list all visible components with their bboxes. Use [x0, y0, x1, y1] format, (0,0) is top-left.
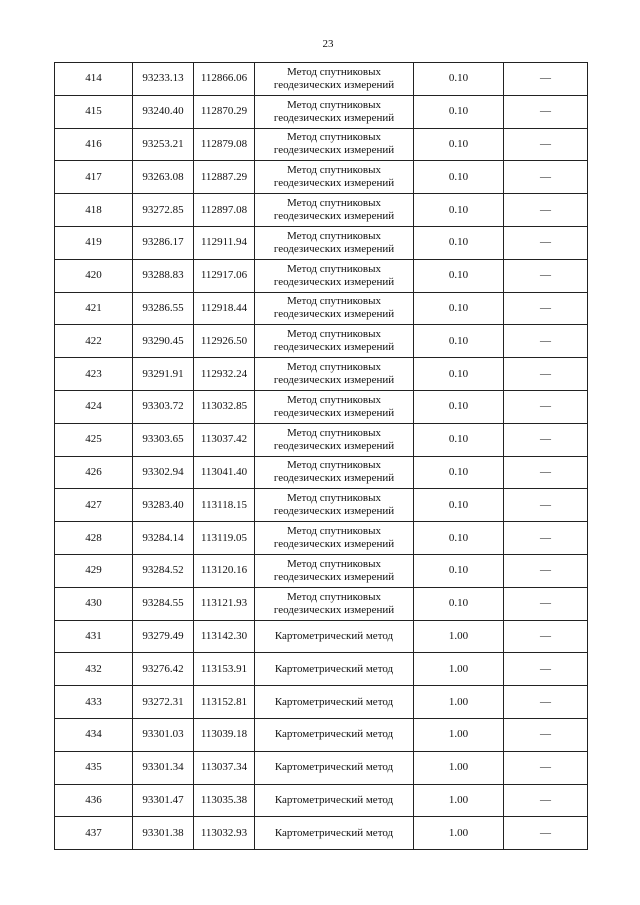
method-cell: Картометрический метод	[255, 620, 414, 653]
point-number-cell: 430	[55, 587, 133, 620]
point-number-cell: 415	[55, 95, 133, 128]
method-cell: Картометрический метод	[255, 653, 414, 686]
accuracy-cell: 1.00	[414, 751, 504, 784]
y-coordinate-cell: 112866.06	[194, 63, 255, 96]
x-coordinate-cell: 93272.31	[133, 686, 194, 719]
point-number-cell: 414	[55, 63, 133, 96]
y-coordinate-cell: 113041.40	[194, 456, 255, 489]
note-cell: —	[504, 686, 588, 719]
coordinates-table-body	[55, 63, 588, 850]
x-coordinate-cell: 93284.14	[133, 522, 194, 555]
method-cell: Картометрический метод	[255, 686, 414, 719]
table-row	[55, 292, 588, 325]
point-number-cell: 433	[55, 686, 133, 719]
x-coordinate-cell: 93302.94	[133, 456, 194, 489]
accuracy-cell: 0.10	[414, 587, 504, 620]
point-number-cell: 417	[55, 161, 133, 194]
accuracy-cell: 0.10	[414, 259, 504, 292]
note-cell: —	[504, 292, 588, 325]
method-cell: Метод спутниковых геодезических измерений	[255, 226, 414, 259]
point-number-cell: 434	[55, 718, 133, 751]
x-coordinate-cell: 93272.85	[133, 194, 194, 227]
accuracy-cell: 0.10	[414, 292, 504, 325]
table-row	[55, 718, 588, 751]
y-coordinate-cell: 112918.44	[194, 292, 255, 325]
method-cell: Картометрический метод	[255, 718, 414, 751]
point-number-cell: 428	[55, 522, 133, 555]
note-cell: —	[504, 817, 588, 850]
y-coordinate-cell: 113118.15	[194, 489, 255, 522]
y-coordinate-cell: 112879.08	[194, 128, 255, 161]
point-number-cell: 436	[55, 784, 133, 817]
accuracy-cell: 1.00	[414, 686, 504, 719]
note-cell: —	[504, 226, 588, 259]
point-number-cell: 423	[55, 358, 133, 391]
point-number-cell: 426	[55, 456, 133, 489]
note-cell: —	[504, 784, 588, 817]
accuracy-cell: 1.00	[414, 653, 504, 686]
method-cell: Метод спутниковых геодезических измерений	[255, 63, 414, 96]
point-number-cell: 425	[55, 423, 133, 456]
accuracy-cell: 0.10	[414, 95, 504, 128]
x-coordinate-cell: 93279.49	[133, 620, 194, 653]
note-cell: —	[504, 653, 588, 686]
x-coordinate-cell: 93288.83	[133, 259, 194, 292]
point-number-cell: 420	[55, 259, 133, 292]
method-cell: Метод спутниковых геодезических измерений	[255, 423, 414, 456]
note-cell: —	[504, 128, 588, 161]
point-number-cell: 416	[55, 128, 133, 161]
point-number-cell: 421	[55, 292, 133, 325]
note-cell: —	[504, 390, 588, 423]
note-cell: —	[504, 489, 588, 522]
method-cell: Картометрический метод	[255, 751, 414, 784]
y-coordinate-cell: 112911.94	[194, 226, 255, 259]
method-cell: Метод спутниковых геодезических измерений	[255, 456, 414, 489]
y-coordinate-cell: 112917.06	[194, 259, 255, 292]
x-coordinate-cell: 93286.55	[133, 292, 194, 325]
table-row	[55, 653, 588, 686]
y-coordinate-cell: 113037.34	[194, 751, 255, 784]
x-coordinate-cell: 93301.38	[133, 817, 194, 850]
table-row	[55, 784, 588, 817]
method-cell: Картометрический метод	[255, 817, 414, 850]
accuracy-cell: 0.10	[414, 390, 504, 423]
x-coordinate-cell: 93240.40	[133, 95, 194, 128]
x-coordinate-cell: 93303.65	[133, 423, 194, 456]
x-coordinate-cell: 93286.17	[133, 226, 194, 259]
accuracy-cell: 0.10	[414, 554, 504, 587]
note-cell: —	[504, 751, 588, 784]
y-coordinate-cell: 113037.42	[194, 423, 255, 456]
x-coordinate-cell: 93301.03	[133, 718, 194, 751]
table-row	[55, 456, 588, 489]
point-number-cell: 437	[55, 817, 133, 850]
table-row	[55, 161, 588, 194]
table-row	[55, 423, 588, 456]
accuracy-cell: 1.00	[414, 784, 504, 817]
table-row	[55, 817, 588, 850]
accuracy-cell: 1.00	[414, 620, 504, 653]
point-number-cell: 422	[55, 325, 133, 358]
note-cell: —	[504, 325, 588, 358]
y-coordinate-cell: 113153.91	[194, 653, 255, 686]
accuracy-cell: 0.10	[414, 522, 504, 555]
accuracy-cell: 0.10	[414, 226, 504, 259]
x-coordinate-cell: 93276.42	[133, 653, 194, 686]
table-row	[55, 95, 588, 128]
accuracy-cell: 0.10	[414, 489, 504, 522]
point-number-cell: 427	[55, 489, 133, 522]
y-coordinate-cell: 113142.30	[194, 620, 255, 653]
x-coordinate-cell: 93233.13	[133, 63, 194, 96]
table-row	[55, 587, 588, 620]
point-number-cell: 432	[55, 653, 133, 686]
coordinates-table	[54, 62, 588, 850]
y-coordinate-cell: 112897.08	[194, 194, 255, 227]
note-cell: —	[504, 161, 588, 194]
accuracy-cell: 0.10	[414, 456, 504, 489]
y-coordinate-cell: 113152.81	[194, 686, 255, 719]
method-cell: Метод спутниковых геодезических измерений	[255, 554, 414, 587]
table-row	[55, 358, 588, 391]
method-cell: Метод спутниковых геодезических измерений	[255, 489, 414, 522]
method-cell: Метод спутниковых геодезических измерений	[255, 390, 414, 423]
table-row	[55, 226, 588, 259]
point-number-cell: 424	[55, 390, 133, 423]
method-cell: Метод спутниковых геодезических измерений	[255, 194, 414, 227]
accuracy-cell: 1.00	[414, 718, 504, 751]
note-cell: —	[504, 522, 588, 555]
method-cell: Картометрический метод	[255, 784, 414, 817]
note-cell: —	[504, 456, 588, 489]
accuracy-cell: 1.00	[414, 817, 504, 850]
x-coordinate-cell: 93301.34	[133, 751, 194, 784]
y-coordinate-cell: 113035.38	[194, 784, 255, 817]
note-cell: —	[504, 194, 588, 227]
table-row	[55, 489, 588, 522]
y-coordinate-cell: 113032.85	[194, 390, 255, 423]
x-coordinate-cell: 93283.40	[133, 489, 194, 522]
table-row	[55, 194, 588, 227]
x-coordinate-cell: 93263.08	[133, 161, 194, 194]
method-cell: Метод спутниковых геодезических измерений	[255, 325, 414, 358]
y-coordinate-cell: 112887.29	[194, 161, 255, 194]
table-row	[55, 128, 588, 161]
method-cell: Метод спутниковых геодезических измерений	[255, 161, 414, 194]
method-cell: Метод спутниковых геодезических измерений	[255, 358, 414, 391]
accuracy-cell: 0.10	[414, 325, 504, 358]
point-number-cell: 429	[55, 554, 133, 587]
table-row	[55, 751, 588, 784]
accuracy-cell: 0.10	[414, 358, 504, 391]
x-coordinate-cell: 93291.91	[133, 358, 194, 391]
table-row	[55, 325, 588, 358]
accuracy-cell: 0.10	[414, 161, 504, 194]
x-coordinate-cell: 93301.47	[133, 784, 194, 817]
table-row	[55, 390, 588, 423]
note-cell: —	[504, 95, 588, 128]
accuracy-cell: 0.10	[414, 423, 504, 456]
note-cell: —	[504, 554, 588, 587]
x-coordinate-cell: 93284.55	[133, 587, 194, 620]
accuracy-cell: 0.10	[414, 194, 504, 227]
method-cell: Метод спутниковых геодезических измерений	[255, 587, 414, 620]
x-coordinate-cell: 93303.72	[133, 390, 194, 423]
page-number: 23	[322, 38, 334, 50]
y-coordinate-cell: 113032.93	[194, 817, 255, 850]
y-coordinate-cell: 113119.05	[194, 522, 255, 555]
note-cell: —	[504, 423, 588, 456]
table-row	[55, 63, 588, 96]
method-cell: Метод спутниковых геодезических измерений	[255, 128, 414, 161]
table-row	[55, 522, 588, 555]
accuracy-cell: 0.10	[414, 63, 504, 96]
y-coordinate-cell: 112932.24	[194, 358, 255, 391]
point-number-cell: 418	[55, 194, 133, 227]
table-row	[55, 620, 588, 653]
y-coordinate-cell: 113039.18	[194, 718, 255, 751]
note-cell: —	[504, 358, 588, 391]
method-cell: Метод спутниковых геодезических измерений	[255, 259, 414, 292]
y-coordinate-cell: 112926.50	[194, 325, 255, 358]
note-cell: —	[504, 718, 588, 751]
x-coordinate-cell: 93290.45	[133, 325, 194, 358]
method-cell: Метод спутниковых геодезических измерений	[255, 292, 414, 325]
y-coordinate-cell: 112870.29	[194, 95, 255, 128]
note-cell: —	[504, 63, 588, 96]
table-row	[55, 554, 588, 587]
table-row	[55, 686, 588, 719]
note-cell: —	[504, 587, 588, 620]
method-cell: Метод спутниковых геодезических измерений	[255, 522, 414, 555]
accuracy-cell: 0.10	[414, 128, 504, 161]
x-coordinate-cell: 93284.52	[133, 554, 194, 587]
y-coordinate-cell: 113121.93	[194, 587, 255, 620]
point-number-cell: 435	[55, 751, 133, 784]
note-cell: —	[504, 259, 588, 292]
method-cell: Метод спутниковых геодезических измерений	[255, 95, 414, 128]
note-cell: —	[504, 620, 588, 653]
point-number-cell: 419	[55, 226, 133, 259]
x-coordinate-cell: 93253.21	[133, 128, 194, 161]
table-row	[55, 259, 588, 292]
point-number-cell: 431	[55, 620, 133, 653]
y-coordinate-cell: 113120.16	[194, 554, 255, 587]
